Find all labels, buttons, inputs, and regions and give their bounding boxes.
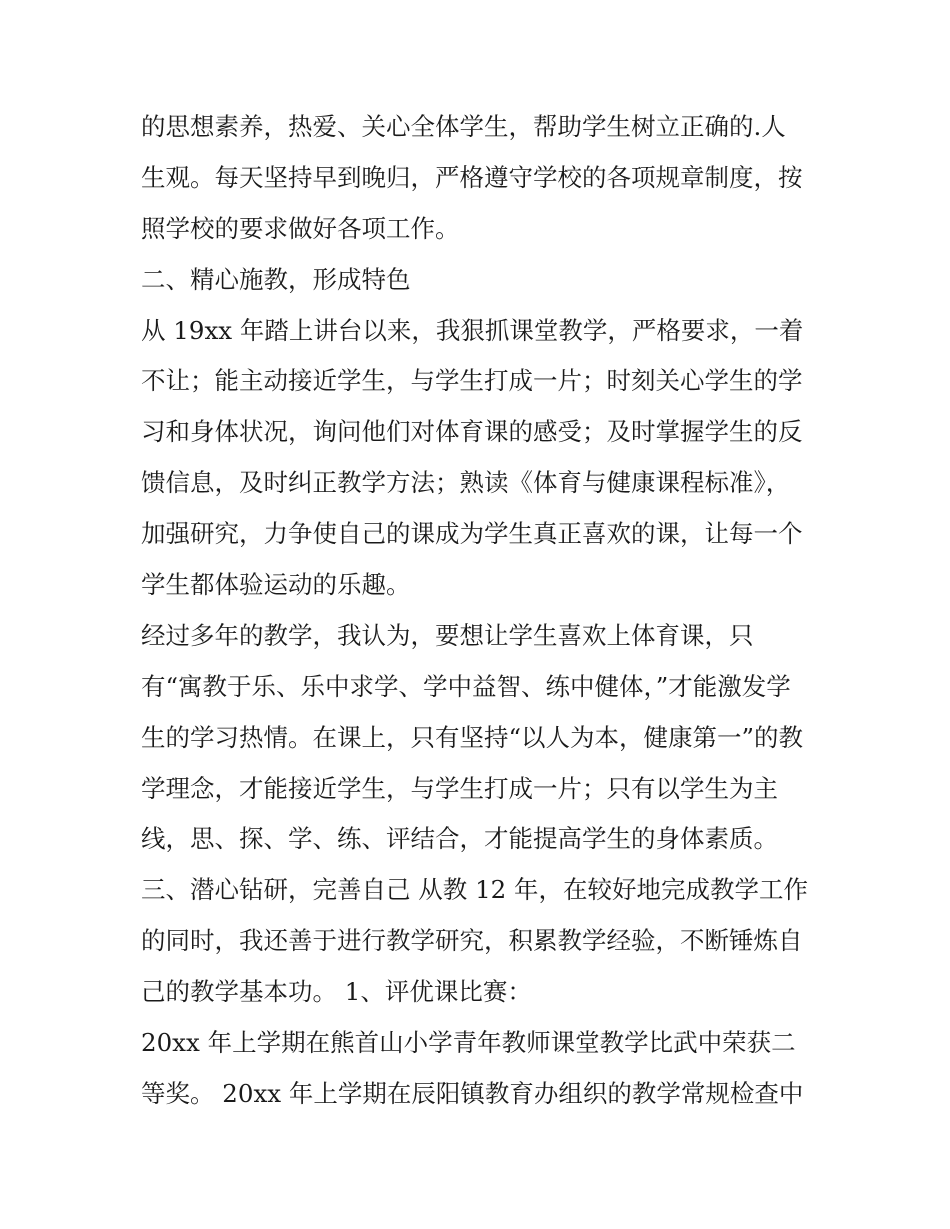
text-line: 学理念，才能接近学生，与学生打成一片；只有以学生为主 [141,773,778,803]
text-line: 加强研究，力争使自己的课成为学生真正喜欢的课，让每一个 [141,519,803,549]
text-line: 不让；能主动接近学生，与学生打成一片；时刻关心学生的学 [141,366,803,396]
text-line: 经过多年的教学，我认为，要想让学生喜欢上体育课，只 [141,620,754,650]
text-line: 生观。每天坚持早到晚归，严格遵守学校的各项规章制度，按 [141,162,803,192]
text-line: 有“寓教于乐、乐中求学、学中益智、练中健体，”才能激发学 [141,671,791,701]
text-line: 的同时，我还善于进行教学研究，积累教学经验，不断锤炼自 [141,926,803,956]
section-heading: 二、精心施教，形成特色 [141,264,411,294]
document-body [141,102,821,1120]
text-line: 馈信息，及时纠正教学方法；熟读《体育与健康课程标准》， [141,468,791,498]
section-heading: 三、潜心钻研，完善自己 从教 12 年，在较好地完成教学工作 [141,875,809,905]
text-line: 己的教学基本功。 1、评优课比赛： [141,977,532,1007]
text-line: 照学校的要求做好各项工作。 [141,213,460,243]
text-line: 的思想素养，热爱、关心全体学生，帮助学生树立正确的.人 [141,112,786,141]
text-line: 等奖。 20xx 年上学期在辰阳镇教育办组织的教学常规检查中 [141,1078,804,1108]
text-line: 习和身体状况，询问他们对体育课的感受；及时掌握学生的反 [141,417,803,447]
text-line: 生的学习热情。在课上，只有坚持“以人为本，健康第一”的教 [141,722,804,752]
text-line: 线，思、探、学、练、评结合，才能提高学生的身体素质。 [141,824,778,854]
text-line: 学生都体验运动的乐趣。 [141,570,411,600]
text-line: 从 19xx 年踏上讲台以来，我狠抓课堂教学，严格要求，一着 [141,315,804,345]
text-line: 20xx 年上学期在熊首山小学青年教师课堂教学比武中荣获二 [141,1028,796,1058]
